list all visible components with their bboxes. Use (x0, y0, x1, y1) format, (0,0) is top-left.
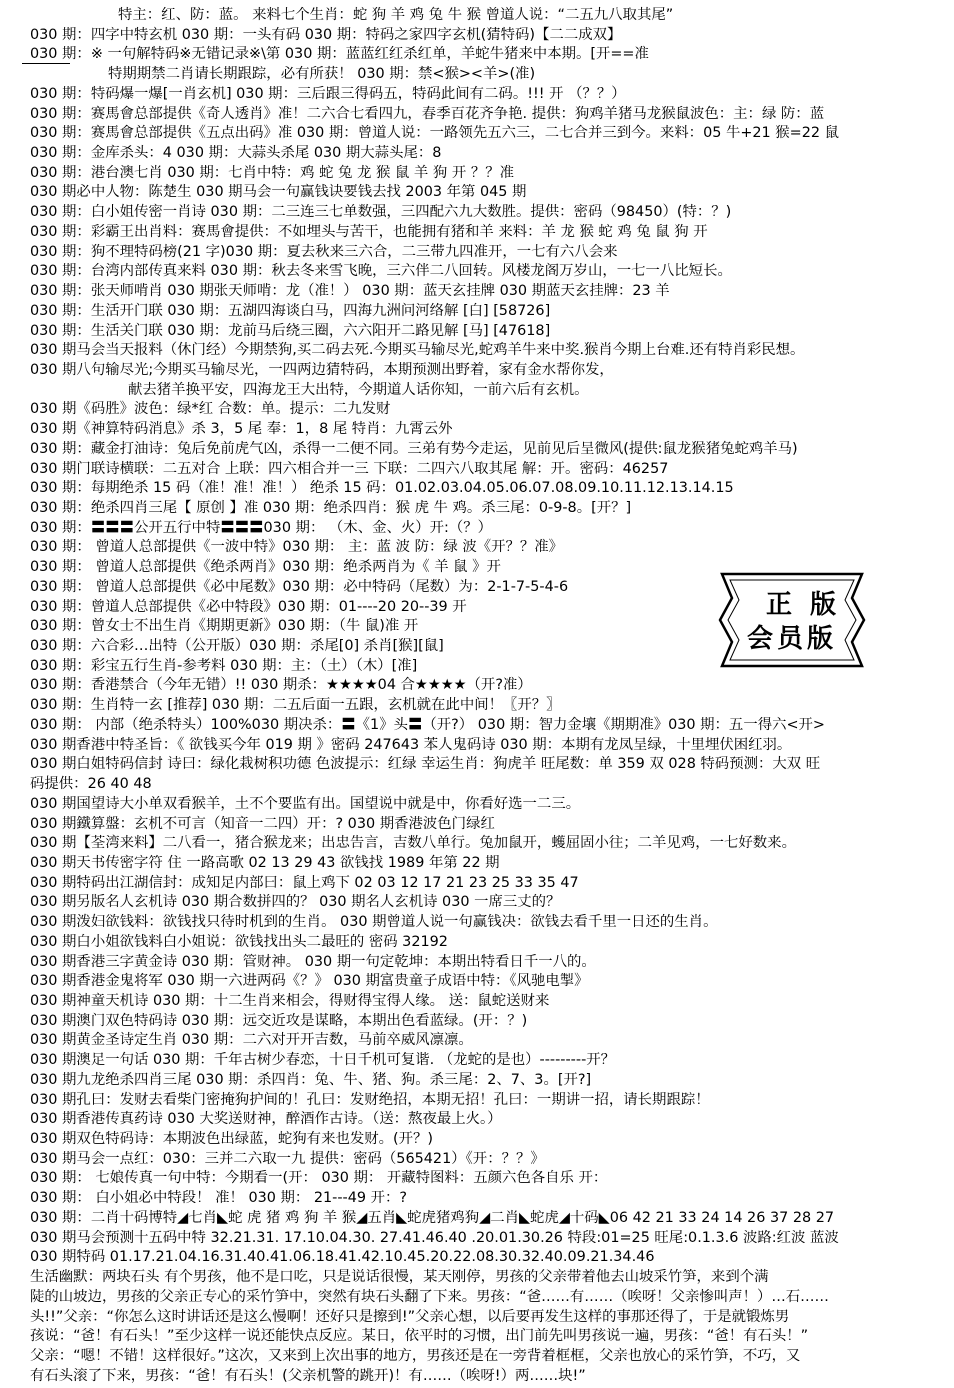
text-line: 030 期：曾女士不出生肖《期期更新》030 期：（牛 鼠)准 开 (30, 618, 419, 635)
text-line: 030 期：生活开门联 030 期：五湖四海谈白马，四海九洲问河络解 [白] [58726] (30, 302, 551, 319)
text-line: 030 期八句输尽光;今期买马输尽光，一四两边猜特码，本期预测出野着，家有金水帮你发， (30, 361, 614, 378)
text-line: 030 期：彩霸王出肖料：赛馬會提供：不如埋头与苦干，也能拥有猪和羊 来料：羊 龙 猴 蛇 鸡 兔 鼠 狗 开 (30, 223, 708, 240)
stamp-line-1: 正版 (765, 590, 854, 620)
stamp-line-2: 会员版 (746, 624, 837, 654)
text-line: 030 期特码出江湖信封：成知足内部曰：鼠上鸡下 02 03 12 17 21 23 25 33 35 47 (30, 874, 579, 891)
text-line: 030 期《码胜》波色：绿*红 合数：单。提示：二九发财 (30, 401, 391, 418)
text-line: 030 期另版名人玄机诗 030 期合数拼四的？ 030 期名人玄机诗 030 一席三丈的？ (30, 894, 561, 911)
text-line: 030 期香港金鬼将军 030 期一六进两码《？》 030 期富贵童子成语中特：《风驰电掣》 (30, 973, 589, 990)
text-line: 生活幽默：两块石头 有个男孩，他不是口吃，只是说话很慢，某天刚停，男孩的父亲带着他去山坡采竹笋，来到个满 (30, 1269, 769, 1286)
text-line: 030 期：特码爆一爆[一肖玄机] 030 期：三后跟三得码五，特码此间有二码。!!! 开 （？？） (30, 85, 626, 102)
text-line: 030 期九龙绝杀四肖三尾 030 期：杀四肖：兔、牛、猪、狗。杀三尾：2、7、3。[开?] (30, 1071, 592, 1088)
text-line: 030 期：金库杀头：4 030 期：大蒜头杀尾 030 期大蒜头尾：8 (30, 145, 442, 162)
text-line: 030 期：※ 一句解特码※无错记录※\第 030 期：蓝蓝红红杀红单，羊蛇牛猪来中本期。[开==准 (30, 46, 649, 63)
text-line: 030 期马会预测十五码中特 32.21.31. 17.10.04.30. 27.41.46.40 .20.01.30.26 特段:01=25 旺尾:0.1.3.6 波路:红波 蓝波 (30, 1229, 839, 1246)
text-line: 030 期：二肖十码博特◢七肖◣蛇 虎 猪 鸡 狗 羊 猴◢五肖◣蛇虎猪鸡狗◢二肖◣蛇虎◢十码◣06 42 21 33 24 14 26 37 28 27 (30, 1209, 835, 1226)
text-line: 030 期：港台澳七肖 030 期：七肖中特：鸡 蛇 兔 龙 猴 鼠 羊 狗 开 ？？准 (30, 164, 514, 181)
text-line: 孩说：“爸！有石头！”至少这样一说还能快点反应。某日，依平时的习惯，出门前先叫男孩说一遍，男孩：“爸！有石头！” (30, 1328, 809, 1345)
text-line: 030 期【荃湾来料】二八看一，猪合猴龙来；出忠告言，吉数八单行。兔加鼠开，蠖屈固小往；二羊见鸡，一七好数来。 (30, 835, 796, 852)
text-line: 030 期天书传密字符 住 一路高歌 02 13 29 43 欲钱找 1989 年第 22 期 (30, 854, 500, 871)
text-line: 030 期：香港禁合（今年无错）!! 030 期杀：★★★★04 合★★★★（开?准） (30, 677, 532, 694)
underline-mark (22, 63, 70, 64)
text-line: 030 期香港中特圣旨：《 欲钱买今年 019 期 》密码 247643 苯人鬼码诗 030 期：本期有龙凤呈绿，十里埋伏困红羽。 (30, 736, 792, 753)
text-line: 030 期泼妇欲钱料：欲钱找只待时机到的生肖。 030 期曾道人说一句赢钱决：欲钱去看千里一日还的生肖。 (30, 914, 718, 931)
text-line: 030 期： 曾道人总部提供《必中尾数》030 期：必中特码（尾数）为：2-1-7-5-4-6 (30, 578, 569, 595)
text-line: 030 期门联诗横联：二五对合 上联：四六相合并一三 下联：二四六八取其尾 解：开。密码：46257 (30, 460, 669, 477)
text-line: 030 期： 曾道人总部提供《绝杀两肖》030 期：绝杀两肖为《 羊 鼠 》开 (30, 559, 501, 576)
text-line: 有石头滚了下来，男孩：“爸！有石头！(父亲机警的跳开)！有……（唉呀!）两……块!” (30, 1367, 586, 1384)
text-line: 030 期必中人物：陈楚生 030 期马会一句赢钱诀要钱去找 2003 年第 045 期 (30, 184, 527, 201)
text-line: 030 期神童天机诗 030 期：十二生肖来相会，得财得宝得人缘。 送：鼠蛇送财来 (30, 993, 550, 1009)
text-line: 030 期《神算特码消息》杀 3，5 尾 奉：1，8 尾 特肖：九霄云外 (30, 421, 453, 438)
text-line: 030 期：狗不理特码榜(21 字)030 期：夏去秋来三六合，二三带九四准开，一七有六八会来 (30, 243, 618, 260)
text-line: 030 期特码 01.17.21.04.16.31.40.41.06.18.41.42.10.45.20.22.08.30.32.40.09.21.34.46 (30, 1249, 655, 1266)
text-line: 030 期： 曾道人总部提供《一波中特》030 期： 主：蓝 波 防：绿 波《开？？准》 (30, 539, 564, 556)
text-line: 030 期黄金圣诗定生肖 030 期：二六对开开吉数，马前卒威风凛凛。 (30, 1032, 473, 1049)
text-line: 030 期：生活关门联 030 期：龙前马后绕三圈，六六阳开二路见解 [马] [47618] (30, 322, 551, 339)
text-line: 030 期双色特码诗：本期波色出绿蓝，蛇狗有来也发财。(开？) (30, 1131, 434, 1148)
text-line: 030 期孔曰：发财去看柴门密掩狗护间的！孔曰：发财绝招，本期无招！孔曰：一期讲一招，请长期跟踪！ (30, 1091, 710, 1108)
text-line: 030 期国望诗大小单双看猴羊，土不个要监有出。国望说中就是中，你看好选一二三。 (30, 795, 581, 812)
text-line: 030 期：曾道人总部提供《必中特段》030 期：01----20 20--39 开 (30, 598, 467, 615)
text-line: 030 期马会一点红：030：三并二六取一九 提供：密码（565421）《开：？？》 (30, 1150, 545, 1167)
text-line: 030 期白姐特码信封 诗曰：绿化栽树积功德 色波提示：红绿 幸运生肖：狗虎羊 旺尾数：单 359 双 028 特码预测：大双 旺 (30, 756, 821, 773)
text-line: 030 期香港传真药诗 030 大奖送财神，醉酒作古诗。（送：熬夜最上火。） (30, 1111, 502, 1128)
text-line: 献去猪羊换平安，四海龙王大出特，今期道人话你知，一前六后有玄机。 (128, 381, 589, 398)
text-line: 030 期澳门双色特码诗 030 期：远交近攻是谋略，本期出色看蓝绿。(开：？) (30, 1012, 528, 1029)
text-line: 特期期禁二肖请长期跟踪，必有所获！ 030 期：禁<猴><羊>(准) (108, 66, 536, 83)
text-line: 特主：红、防：蓝。 来料七个生肖：蛇 狗 羊 鸡 兔 牛 猴 曾道人说：“二五九八取其尾” (118, 7, 674, 23)
text-line: 030 期：生肖特一玄 [推荐] 030 期：二五后面一五跟，玄机就在此中间！〖开？〗 (30, 697, 561, 714)
text-line: 030 期马会当天报料（休门经）今期禁狗,买二码去死.今期买马输尽光,蛇鸡羊牛来中奖.猴肖今期上台难.还有特肖彩民想。 (30, 342, 805, 359)
text-line: 030 期：赛馬會总部提供《五点出码》准 030 期：曾道人说：一路领先五六三，二七合并三到今。来料：05 牛+21 猴=22 鼠 (30, 125, 840, 142)
text-line: 030 期：四字中特玄机 030 期：一头有码 030 期：特码之家四字玄机(猜特码)【二二成双】 (30, 26, 622, 43)
text-line: 陡的山坡边，男孩的父亲正专心的采竹笋中，突然有块石头翻了下来。男孩：“爸……有……（唉呀！父亲惨叫声！）…石…… (30, 1288, 829, 1305)
text-line: 030 期： 七娘传真一句中特：今期看一(开： 030 期： 开藏特图料：五颜六色各自乐 开： (30, 1170, 608, 1187)
text-line: 030 期：每期绝杀 15 码（准！准！准！） 绝杀 15 码：01.02.03.04.05.06.07.08.09.10.11.12.13.14.15 (30, 480, 734, 497)
text-line: 030 期：台湾内部传真来料 030 期：秋去冬来雪飞晚，三六伴二八回转。风楼龙阁万岁山，一七一八比短长。 (30, 263, 732, 280)
text-line: 030 期香港三字黄金诗 030 期：管财神。 030 期一句定乾坤：本期出特看日千一八的。 (30, 953, 596, 970)
text-line: 030 期：白小姐传密一肖诗 030 期：二三连三七单数强，三四配六九大数胜。提供：密码（98450）(特：？) (30, 204, 732, 221)
text-line: 030 期：赛馬會总部提供《奇人透肖》准！二六合七看四九，春季百花齐争艳. 提供：狗鸡羊猪马龙猴鼠波色：主：绿 防：蓝 (30, 105, 825, 122)
text-line: 030 期：六合彩…出特（公开版）030 期：杀尾[0] 杀肖[猴][鼠] (30, 638, 444, 655)
edition-stamp (708, 560, 876, 680)
text-line: 030 期：彩宝五行生肖-参考料 030 期：主：（土）（木）[准] (30, 657, 418, 674)
text-line: 030 期：〓〓〓公开五行中特〓〓〓030 期： （木、金、火）开:（？） (30, 519, 493, 536)
text-line: 码提供：26 40 48 (30, 776, 152, 793)
text-line: 030 期白小姐欲钱料白小姐说：欲钱找出头二最旺的 密码 32192 (30, 933, 448, 950)
text-line: 030 期：张天师啃肖 030 期张天师啃：龙（准！） 030 期：蓝天玄挂牌 030 期蓝天玄挂牌：23 羊 (30, 283, 670, 300)
text-line: 030 期： 内部（绝杀特头）100%030 期决杀：〓《1》头〓（开?） 030 期：智力金壤《期期准》030 期：五一得六<开> (30, 716, 825, 733)
text-line: 030 期：绝杀四肖三尾【 原创 】准 030 期：绝杀四肖：猴 虎 牛 鸡。杀三尾：0-9-8。[开？] (30, 500, 632, 516)
text-line: 030 期澳足一句话 030 期：千年古树少春恋，十日千机可复谐. （龙蛇的是也）---------开？ (30, 1052, 616, 1069)
text-line: 030 期鐵算盤：玄机不可言（知音一二四）开：? 030 期香港波色门绿红 (30, 815, 495, 832)
text-line: 030 期： 白小姐必中特段！ 准！ 030 期： 21---49 开：? (30, 1190, 408, 1207)
text-line: 头!!”父亲：“你怎么这时讲话还是这么慢啊！还好只是擦到!”父亲心想，以后要再发生这样的事那还得了，于是就锻炼男 (30, 1308, 790, 1325)
text-line: 父亲：“嗯！不错！这样很好。”这次，又来到上次出事的地方，男孩还是在一旁背着框框，父亲也放心的采竹笋，不巧，又 (30, 1347, 801, 1364)
text-line: 030 期：藏金打油诗：兔后免前虎气凶，杀得一二便不同。三弟有势今走运，见前见后呈微风(提供:鼠龙猴猪兔蛇鸡羊马) (30, 440, 798, 457)
